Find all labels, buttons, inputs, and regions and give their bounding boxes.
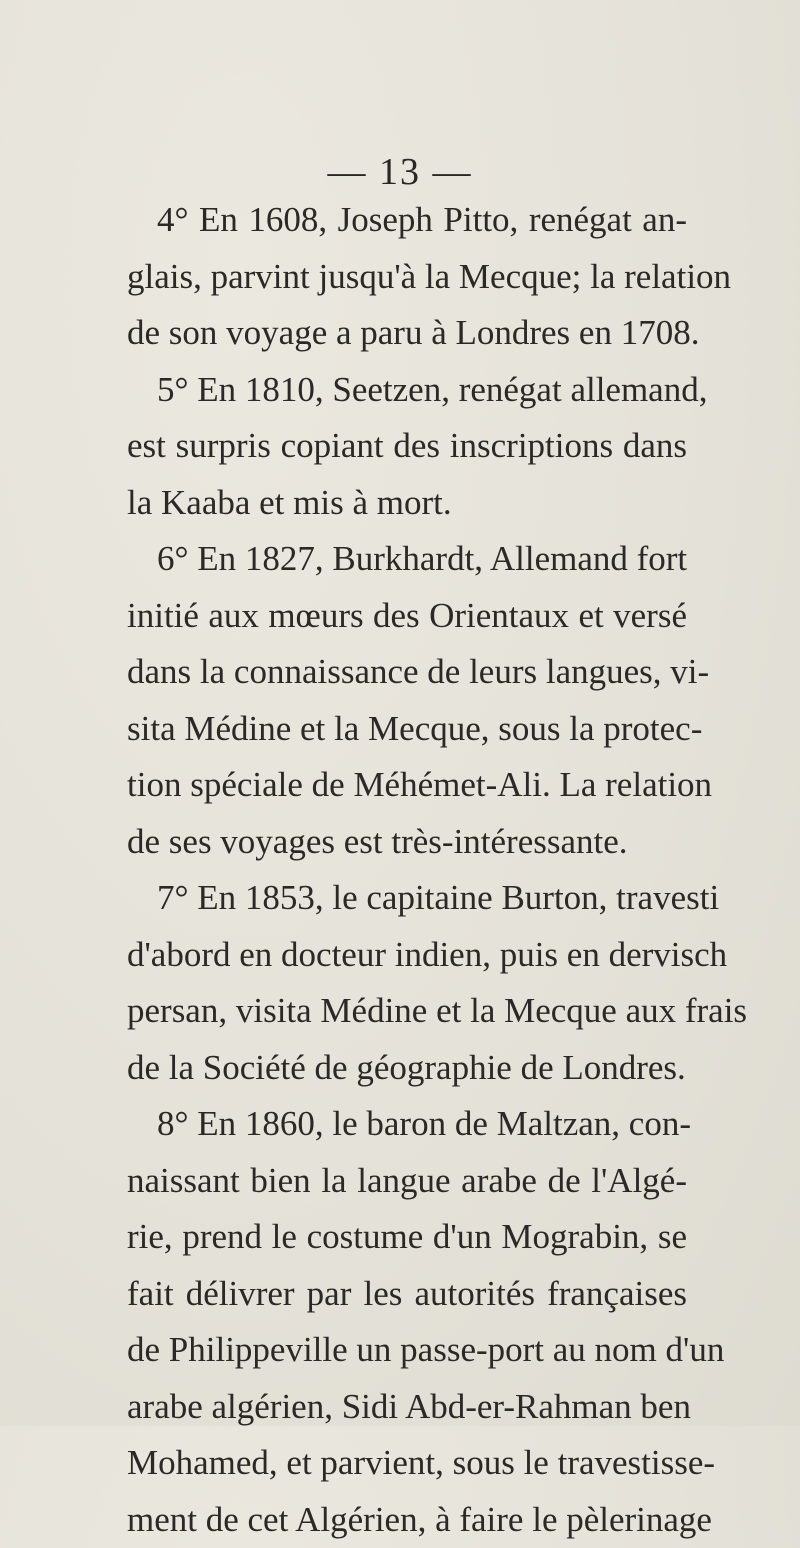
text-line: 4° En 1608, Joseph Pitto, renégat an-	[127, 192, 687, 249]
text-line: arabe algérien, Sidi Abd-er-Rahman ben	[127, 1379, 687, 1436]
text-line: 5° En 1810, Seetzen, renégat allemand,	[127, 362, 687, 419]
text-line: de ses voyages est très-intéressante.	[127, 814, 687, 871]
text-line: la Kaaba et mis à mort.	[127, 475, 687, 532]
text-line: persan, visita Médine et la Mecque aux frais	[127, 983, 687, 1040]
text-line: est surpris copiant des inscriptions dans	[127, 418, 687, 475]
text-line: 6° En 1827, Burkhardt, Allemand fort	[127, 531, 687, 588]
text-line: de la Société de géographie de Londres.	[127, 1040, 687, 1097]
text-line: naissant bien la langue arabe de l'Algé-	[127, 1153, 687, 1210]
text-line: fait délivrer par les autorités françaises	[127, 1266, 687, 1323]
page-number: — 13 —	[0, 150, 800, 194]
text-line: initié aux mœurs des Orientaux et versé	[127, 588, 687, 645]
text-line: sita Médine et la Mecque, sous la protec-	[127, 701, 687, 758]
text-line: de son voyage a paru à Londres en 1708.	[127, 305, 687, 362]
text-line: tion spéciale de Méhémet-Ali. La relation	[127, 757, 687, 814]
text-line: dans la connaissance de leurs langues, vi-	[127, 644, 687, 701]
text-line: ment de cet Algérien, à faire le pèlerinage	[127, 1492, 687, 1548]
text-line: 8° En 1860, le baron de Maltzan, con-	[127, 1096, 687, 1153]
text-line: rie, prend le costume d'un Mograbin, se	[127, 1209, 687, 1266]
text-line: d'abord en docteur indien, puis en dervisch	[127, 927, 687, 984]
text-line: 7° En 1853, le capitaine Burton, travesti	[127, 870, 687, 927]
text-line: de Philippeville un passe-port au nom d'un	[127, 1322, 687, 1379]
text-line: glais, parvint jusqu'à la Mecque; la relation	[127, 249, 687, 306]
body-text	[127, 192, 687, 1548]
text-line: Mohamed, et parvient, sous le travestisse-	[127, 1435, 687, 1492]
